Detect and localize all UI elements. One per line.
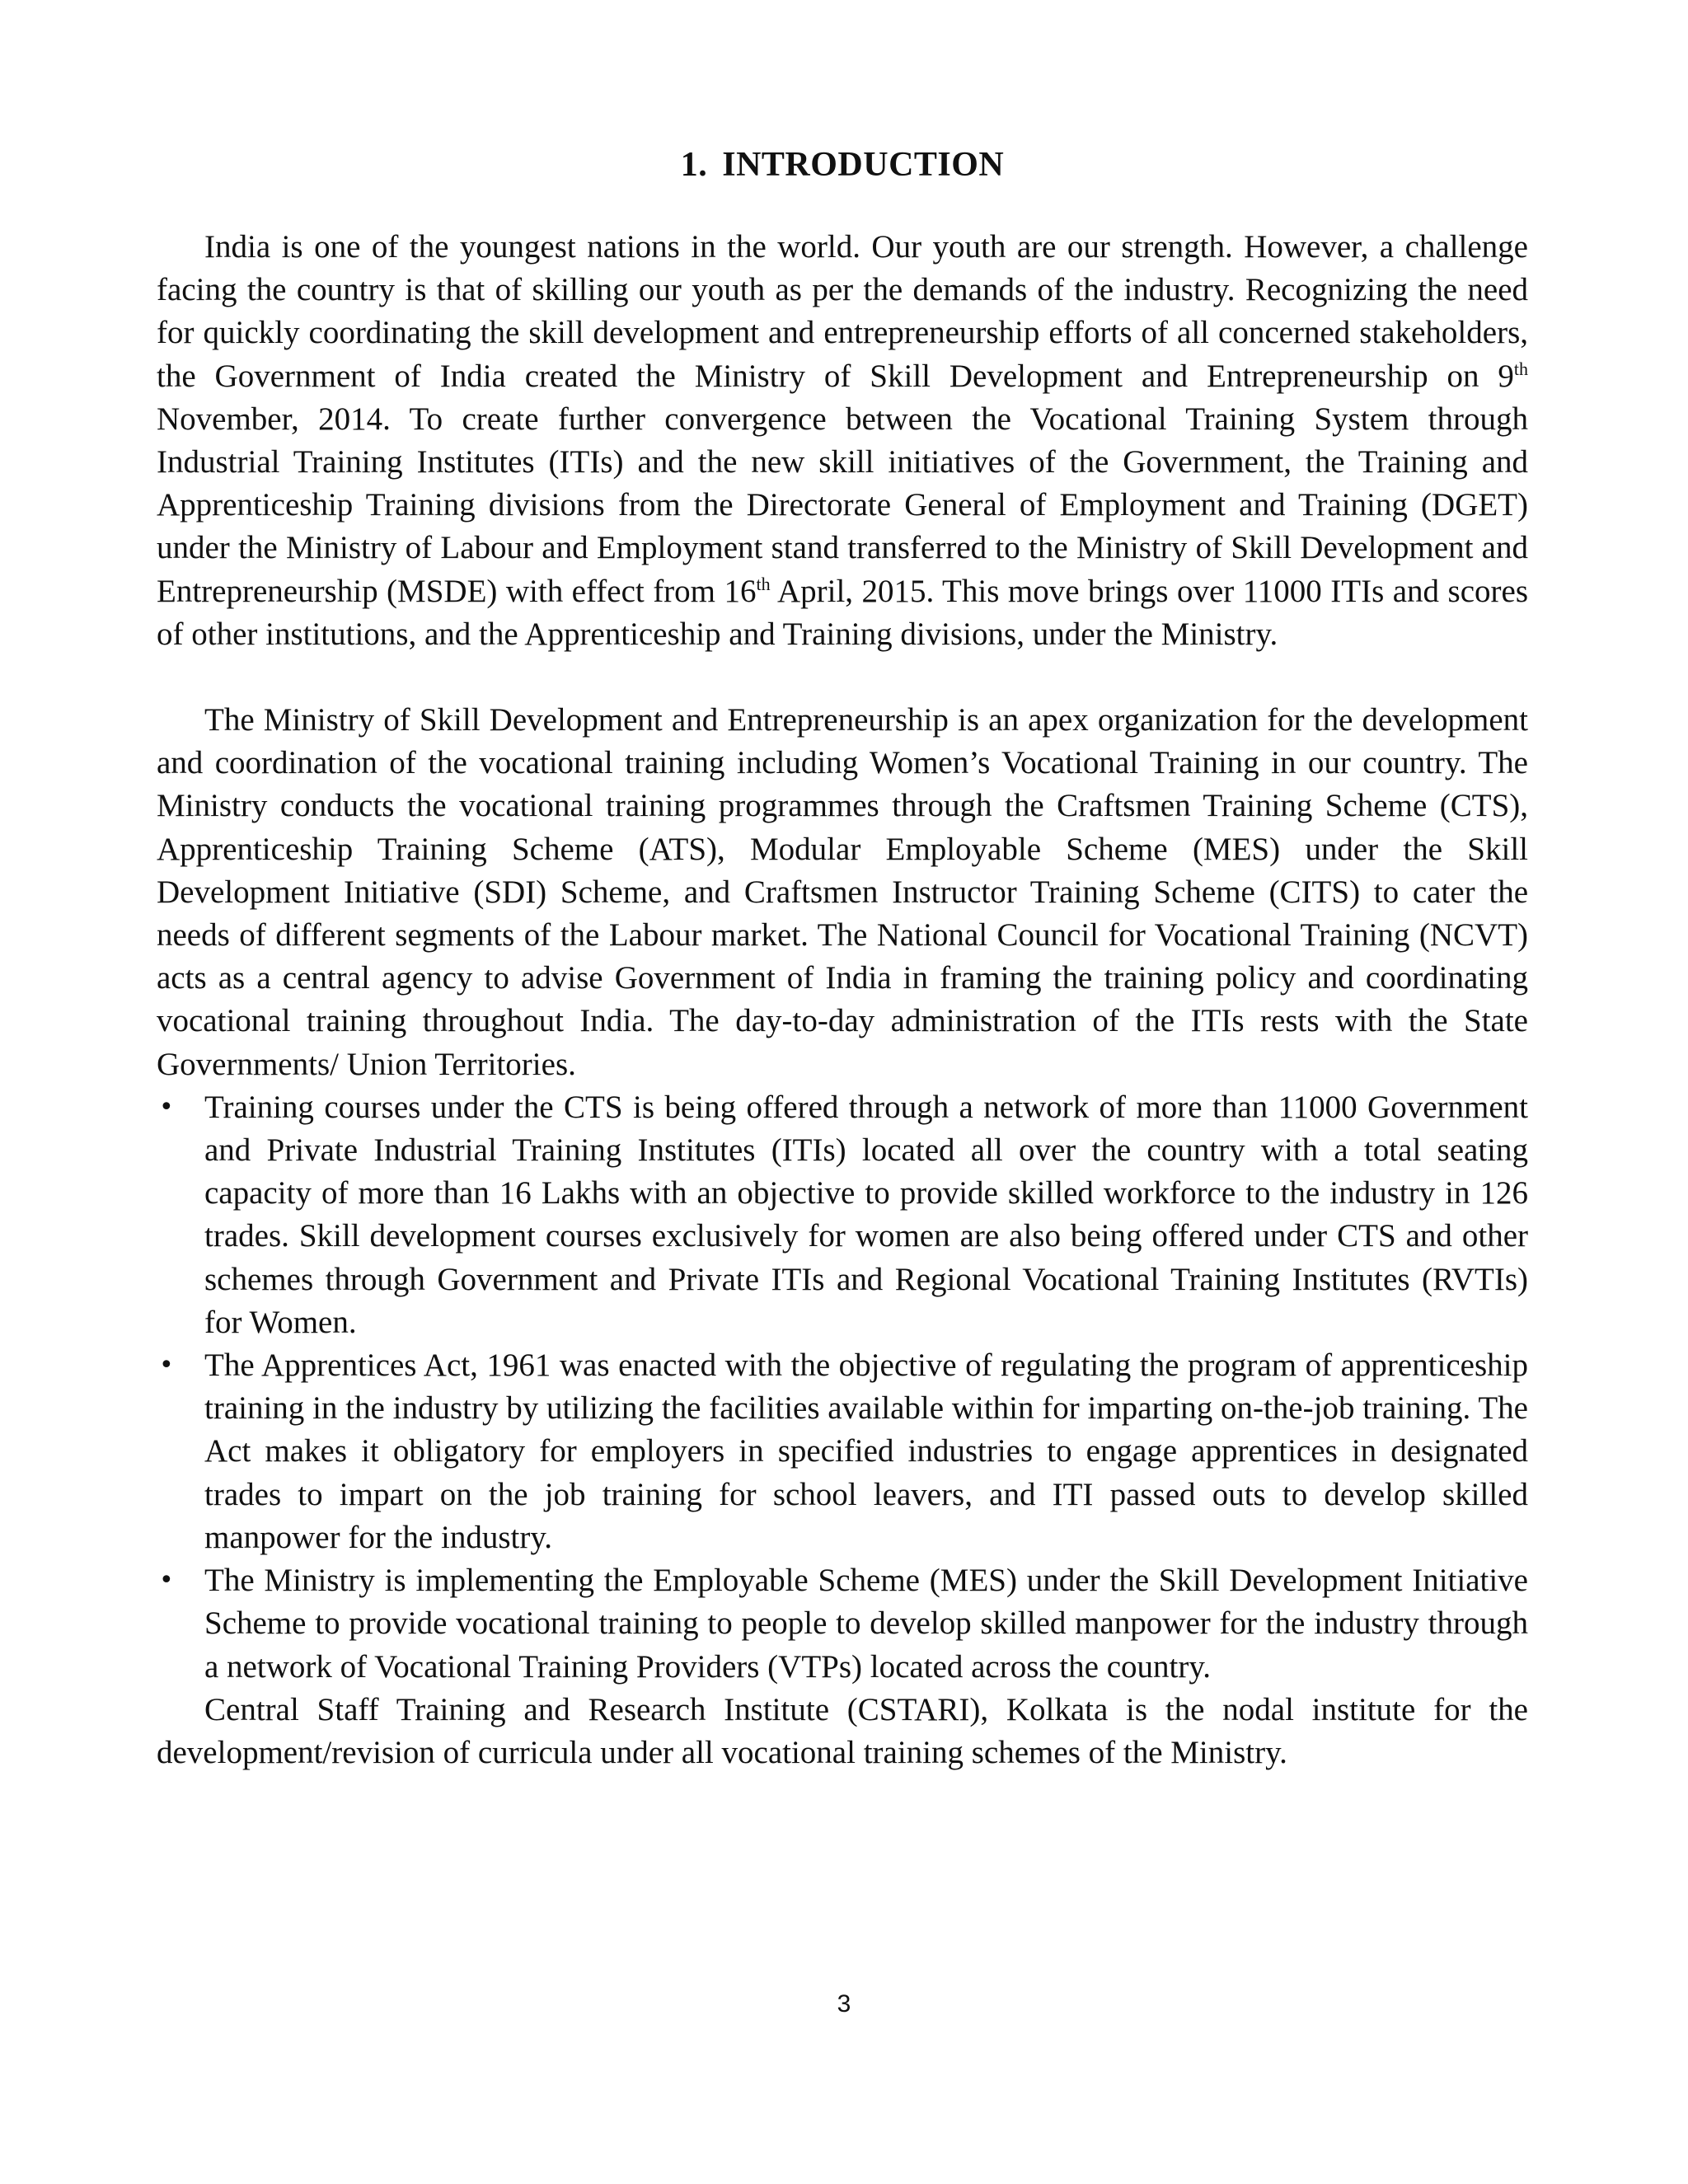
bullet-item-text: Training courses under the CTS is being offered through a network of more than 11000 Government and Private Industrial Training Institutes (ITIs) located all over the country with a total seating capacity of more than 16 Lakhs with an objective to provide skilled workforce to the industry in 126 trades. Skill development courses exclusively for women are also being offered under CTS and other schemes through Government and Private ITIs and Regional Vocational Training Institutes (RVTIs) for Women. [204,1089,1528,1340]
bullet-item-cts [157,1086,1528,1344]
bullet-icon: • [159,1566,174,1596]
intro-paragraph-1 [157,226,1528,656]
section-heading [157,140,1528,190]
bullet-icon: • [159,1092,174,1122]
bullet-item-text: The Apprentices Act, 1961 was enacted with the objective of regulating the program of apprenticeship training in the industry by utilizing the facilities available within for imparting on-the-job training. The Act makes it obligatory for employers in specified industries to engage apprentices in designated trades to impart on the job training for school leavers, and ITI passed outs to develop skilled manpower for the industry. [204,1347,1528,1555]
paragraph-1-text-a: India is one of the youngest nations in the world. Our youth are our strength. However, a challenge facing the country is that of skilling our youth as per the demands of the industry. Recognizing the need for quickly coordinating the skill development and entrepreneurship efforts of all concerned stakeholders, the Government of India created the Ministry of Skill Development and Entrepreneurship on 9 [157,229,1528,394]
paragraph-1-text-c: April, 2015. This move brings over 11000 ITIs and scores of other institutions, and the Apprenticeship and Training divisions, under the Ministry. [157,573,1529,652]
superscript-th-2: th [756,573,771,594]
superscript-th-1: th [1513,358,1528,379]
bullet-item-apprentices-act [157,1344,1528,1559]
paragraph-spacer [157,656,1528,699]
intro-paragraph-2: The Ministry of Skill Development and Entrepreneurship is an apex organization for the development and coordination of the vocational training including Women’s Vocational Training in our country. The Ministry conducts the vocational training programmes through the Craftsmen Training Scheme (CTS), Apprenticeship Training Scheme (ATS), Modular Employable Scheme (MES) under the Skill Development Initiative (SDI) Scheme, and Craftsmen Instructor Training Scheme (CITS) to cater the needs of different segments of the Labour market. The National Council for Vocational Training (NCVT) acts as a central agency to advise Government of India in framing the training policy and coordinating vocational training throughout India. The day-to-day administration of the ITIs rests with the State Governments/ Union Territories. [157,702,1528,1082]
paragraph-1-text-b: November, 2014. To create further convergence between the Vocational Training System through Industrial Training Institutes (ITIs) and the new skill initiatives of the Government, the Training and Apprenticeship Training divisions from the Directorate General of Employment and Training (DGET) under the Ministry of Labour and Employment stand transferred to the Ministry of Skill Development and Entrepreneurship (MSDE) with effect from 16 [157,401,1528,609]
page-number: 3 [837,1990,851,2018]
section-number: 1. [680,146,708,184]
section-title: INTRODUCTION [722,146,1005,184]
bullet-item-mes [157,1559,1528,1689]
bullet-list [157,1086,1528,1689]
bullet-icon: • [159,1351,174,1380]
bullet-item-text: The Ministry is implementing the Employable Scheme (MES) under the Skill Development Initiative Scheme to provide vocational training to people to develop skilled manpower for the industry through a network of Vocational Training Providers (VTPs) located across the country. [204,1563,1528,1685]
document-page [157,140,1528,1774]
intro-paragraph-3: Central Staff Training and Research Institute (CSTARI), Kolkata is the nodal institute for the development/revision of curricula under all vocational training schemes of the Ministry. [157,1691,1528,1770]
